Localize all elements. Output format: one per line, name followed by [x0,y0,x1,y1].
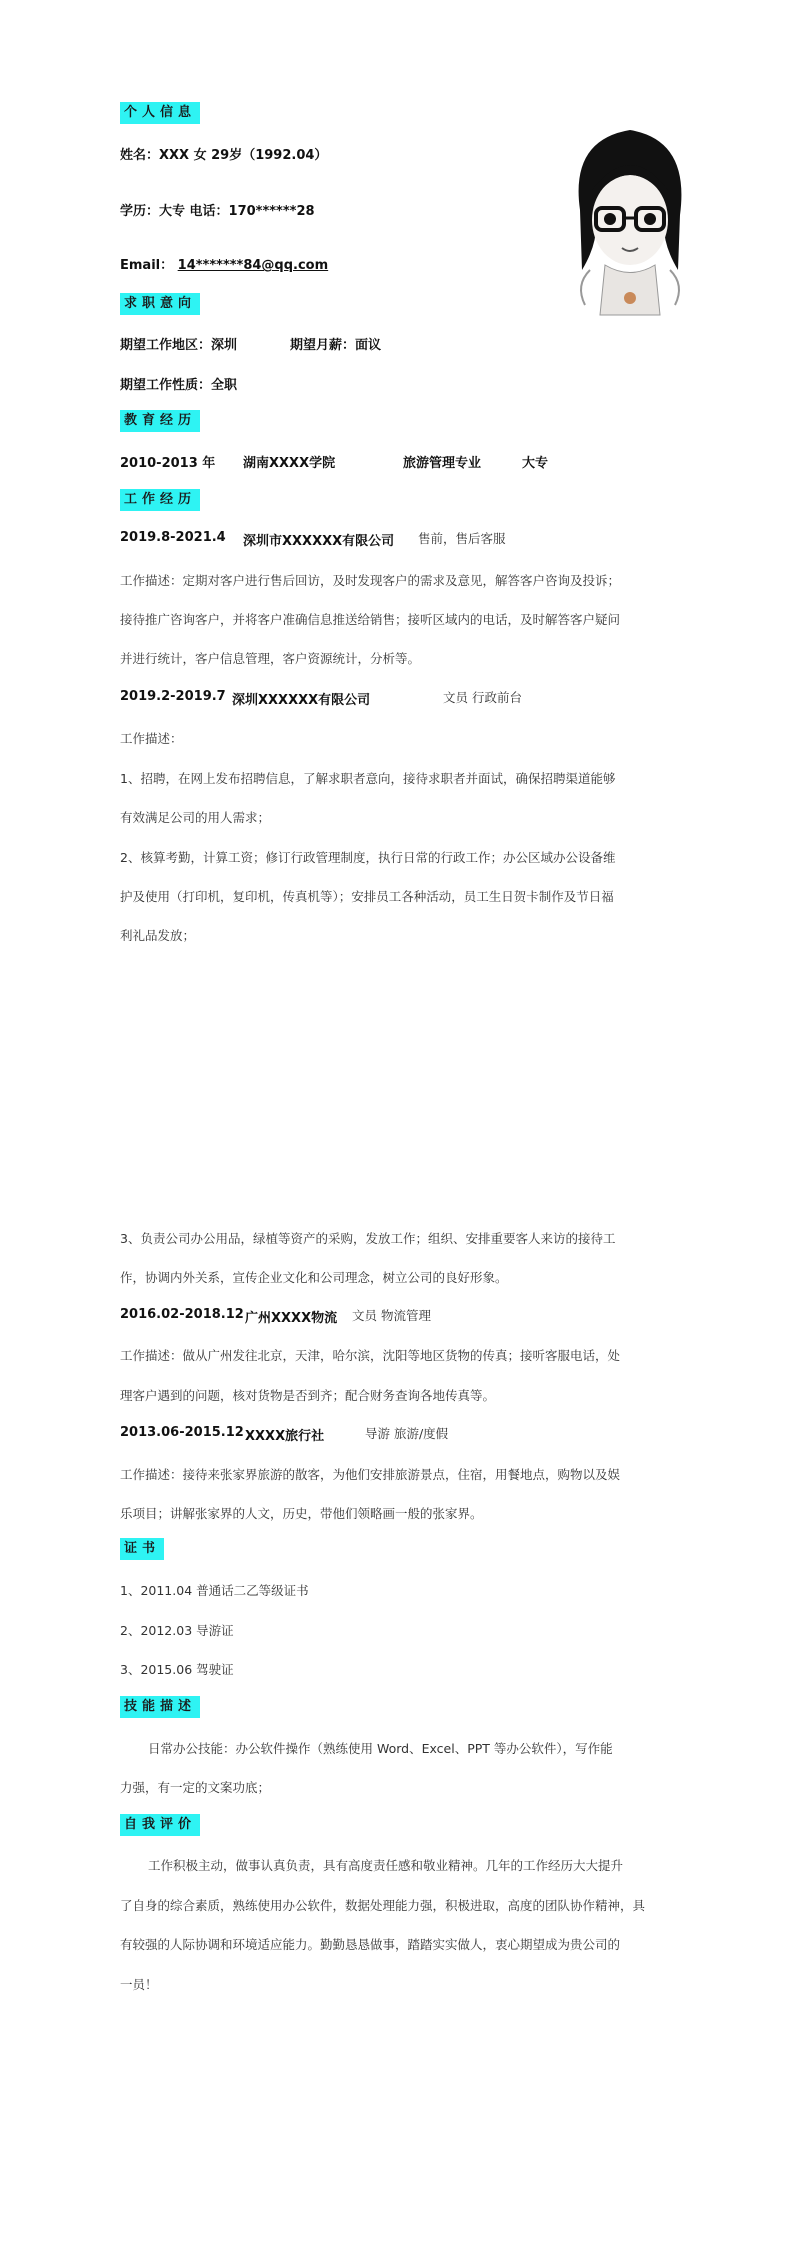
job-desc-line: 工作描述：接待来张家界旅游的散客，为他们安排旅游景点，住宿，用餐地点，购物以及娱 [120,1467,621,1482]
job-company: 广州XXXX物流 [245,1311,338,1326]
email-label: Email： [120,258,174,273]
intent-salary: 期望月薪：面议 [290,338,382,353]
job-desc-line: 理客户遇到的问题，核对货物是否到齐；配合财务查询各地传真等。 [120,1388,496,1403]
education-major: 旅游管理专业 [403,456,482,471]
job-company: 深圳XXXXXX有限公司 [232,693,371,708]
section-header-self: 自我评价 [120,1814,200,1836]
section-header-skills: 技能描述 [120,1696,200,1718]
self-eval-line: 有较强的人际协调和环境适应能力。勤勤恳恳做事，踏踏实实做人，衷心期望成为贵公司的 [120,1937,621,1952]
job-desc-line: 工作描述：定期对客户进行售后回访，及时发现客户的需求及意见，解答客户咨询及投诉； [120,573,621,588]
job-company: 深圳市XXXXXX有限公司 [243,534,395,549]
self-eval-line: 一员！ [120,1977,158,1992]
intent-area: 期望工作地区：深圳 [120,338,238,353]
education-period: 2010-2013 年 [120,456,216,471]
job-period: 2016.02-2018.12 [120,1307,244,1322]
self-eval-line: 了自身的综合素质，熟练使用办公软件，数据处理能力强，积极进取，高度的团队协作精神，具 [120,1898,646,1913]
job-period: 2019.8-2021.4 [120,530,226,545]
education-degree: 大专 [522,456,549,471]
job-desc-line: 作，协调内外关系，宣传企业文化和公司理念，树立公司的良好形象。 [120,1270,508,1285]
name-gender-age: 姓名：XXX 女 29岁（1992.04） [120,148,328,163]
intent-nature: 期望工作性质：全职 [120,378,238,393]
job-desc-line: 护及使用（打印机，复印机，传真机等）；安排员工各种活动，员工生日贺卡制作及节日福 [120,889,614,904]
job-role: 文员 物流管理 [352,1308,431,1323]
job-desc-line: 乐项目；讲解张家界的人文，历史，带他们领略画一般的张家界。 [120,1506,483,1521]
section-header-certs: 证书 [120,1538,164,1560]
skills-line: 力强，有一定的文案功底； [120,1780,271,1795]
job-desc-line: 工作描述：做从广州发往北京，天津，哈尔滨，沈阳等地区货物的传真；接听客服电话，处 [120,1348,621,1363]
job-role: 导游 旅游/度假 [365,1426,449,1441]
cert-item: 1、2011.04 普通话二乙等级证书 [120,1583,309,1598]
skills-line: 日常办公技能：办公软件操作（熟练使用 Word、Excel、PPT 等办公软件），写作能 [148,1741,613,1756]
cert-item: 2、2012.03 导游证 [120,1623,234,1638]
job-desc-line: 并进行统计，客户信息管理，客户资源统计，分析等。 [120,651,421,666]
section-header-education: 教育经历 [120,410,200,432]
job-company: XXXX旅行社 [245,1429,325,1444]
job-desc-line: 3、负责公司办公用品，绿植等资产的采购，发放工作；组织、安排重要客人来访的接待工 [120,1231,616,1246]
section-header-personal: 个人信息 [120,102,200,124]
job-desc-line: 1、招聘，在网上发布招聘信息，了解求职者意向，接待求职者并面试，确保招聘渠道能够 [120,771,616,786]
job-period: 2019.2-2019.7 [120,689,226,704]
job-role: 文员 行政前台 [443,690,522,705]
section-header-intent: 求职意向 [120,293,200,315]
job-role: 售前，售后客服 [418,531,506,546]
job-desc-line: 有效满足公司的用人需求； [120,810,271,825]
education-phone: 学历：大专 电话：170******28 [120,204,315,219]
job-desc-line: 工作描述： [120,731,183,746]
job-period: 2013.06-2015.12 [120,1425,244,1440]
job-desc-line: 接待推广咨询客户，并将客户准确信息推送给销售；接听区域内的电话，及时解答客户疑问 [120,612,621,627]
education-school: 湖南XXXX学院 [243,456,336,471]
self-eval-line: 工作积极主动，做事认真负责，具有高度责任感和敬业精神。几年的工作经历大大提升 [148,1858,624,1873]
section-header-work: 工作经历 [120,489,200,511]
avatar [560,120,700,320]
email-row [120,254,328,273]
cert-item: 3、2015.06 驾驶证 [120,1662,234,1677]
job-desc-line: 2、核算考勤，计算工资；修订行政管理制度，执行日常的行政工作；办公区域办公设备维 [120,850,616,865]
email-link[interactable]: 14*******84@qq.com [177,258,329,273]
job-desc-line: 利礼品发放； [120,928,196,943]
